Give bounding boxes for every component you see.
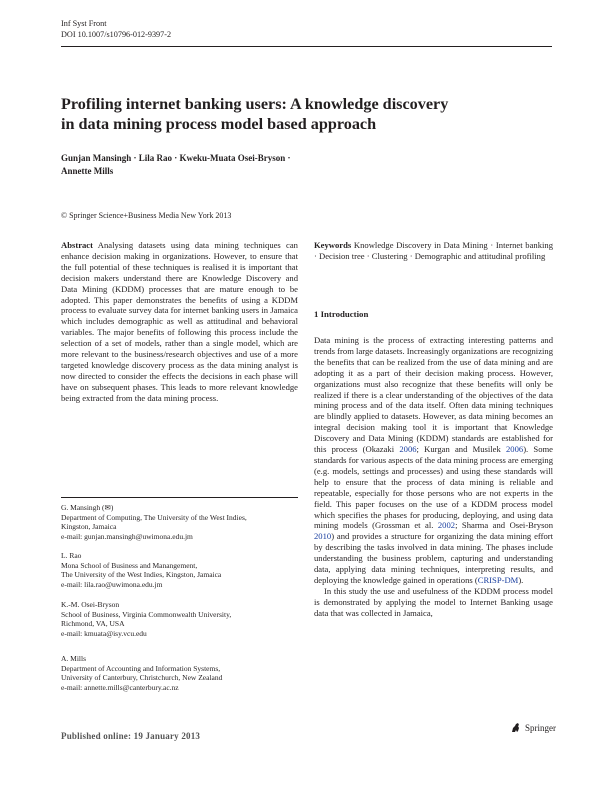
citation-link[interactable]: 2006 <box>399 444 417 455</box>
abstract-heading: Abstract <box>61 240 93 250</box>
publication-date: Published online: 19 January 2013 <box>61 731 201 741</box>
affiliation-name: L. Rao <box>61 551 82 560</box>
affiliation-block <box>61 654 298 692</box>
copyright-notice: © Springer Science+Business Media New York 2013 <box>61 211 232 220</box>
affiliation-block <box>61 503 298 541</box>
affiliation-email[interactable]: e-mail: gunjan.mansingh@uwimona.edu.jm <box>61 531 193 541</box>
citation-link[interactable]: 2006 <box>506 444 524 455</box>
keywords-heading: Keywords <box>314 240 352 250</box>
intro-text: ). <box>518 574 524 585</box>
affiliation-line: Kingston, Jamaica <box>61 522 117 532</box>
affiliation-name: G. Mansingh (✉) <box>61 503 114 512</box>
citation-link[interactable]: 2002 <box>437 520 456 531</box>
affiliation-block <box>61 600 298 638</box>
affiliation-email[interactable]: e-mail: kmuata@isy.vcu.edu <box>61 628 147 638</box>
intro-text: ; Sharma and Osei-Bryson <box>455 520 554 531</box>
doi[interactable]: DOI 10.1007/s10796-012-9397-2 <box>61 30 172 39</box>
author-list <box>61 152 361 178</box>
affiliation-block <box>61 551 298 589</box>
intro-text: ; Kurgan and Musilek <box>416 444 506 455</box>
affiliation-email[interactable]: e-mail: annette.mills@canterbury.ac.nz <box>61 682 179 692</box>
affiliation-line: School of Business, Virginia Commonwealth University, <box>61 609 232 619</box>
affiliation-name: K.-M. Osei-Bryson <box>61 600 120 609</box>
intro-paragraph-1 <box>314 335 553 586</box>
title-line-1: Profiling internet banking users: A knowledge discovery <box>61 95 449 113</box>
introduction-body <box>314 335 553 619</box>
intro-paragraph-2: In this study the use and usefulness of the KDDM process model is demonstrated by applying the model to Internet Banking usage data that was collected in Jamaica, <box>314 585 553 618</box>
affiliation-line: Richmond, VA, USA <box>61 619 125 629</box>
publisher-logo <box>510 722 556 734</box>
section-heading-introduction: 1 Introduction <box>314 309 369 319</box>
affiliation-line: Department of Computing, The University of the West Indies, <box>61 512 247 522</box>
springer-horse-icon <box>510 722 522 734</box>
title-line-2: in data mining process model based approach <box>61 115 377 133</box>
intro-text: Data mining is the process of extracting interesting patterns and trends from large datasets. Increasingly organizations are recognizing the benefits that can be realized from the use of data mining and are adopting it as a part of their decision making process. However, organizations must also recognize that these benefits will only be realized if there is a clear understanding of the objectives of the data mining process and of the data itself. Often data mining techniques are blindly applied to datasets. However, as data mining becomes an integral decision making tool it is important that Knowledge Discovery and Data Mining (KDDM) standards are established for this process (Okazaki <box>314 335 553 455</box>
paper-title <box>61 94 541 134</box>
running-header <box>61 18 171 40</box>
affiliation-line: Mona School of Business and Manangement, <box>61 560 198 570</box>
keywords <box>314 240 553 262</box>
publisher-name: Springer <box>525 723 556 733</box>
intro-text: ) and provides a structure for organizing the data mining effort by describing the tasks involved in data mining. The phases include understanding the business problem, capturing and understanding data, applying data mining techniques, interpreting results, and deploying the knowledge gained in operations ( <box>314 531 553 585</box>
affiliation-line: University of Canterbury, Christchurch, New Zealand <box>61 673 223 683</box>
citation-link[interactable]: 2010 <box>314 531 332 542</box>
affiliation-rule <box>61 497 298 498</box>
header-rule <box>61 46 552 47</box>
journal-name: Inf Syst Front <box>61 19 107 28</box>
authors-line-2: Annette Mills <box>61 166 114 176</box>
affiliation-line: The University of the West Indies, Kingston, Jamaica <box>61 570 222 580</box>
intro-text: ). Some standards for various aspects of the data mining process are emerging (e.g. models, settings and processes) and using these standards will help to ensure that the process of data mining is reliable and repeatable, especially for those persons who are not experts in the field. This paper focuses on the use of a KDDM process model which specifies the phases for producing, deploying, and using data mining models (Grossman et al. <box>314 444 553 531</box>
affiliation-email[interactable]: e-mail: lila.rao@uwimona.edu.jm <box>61 579 163 589</box>
affiliation-line: Department of Accounting and Information Systems, <box>61 663 221 673</box>
abstract <box>61 240 298 404</box>
affiliation-name: A. Mills <box>61 654 87 663</box>
citation-link[interactable]: CRISP-DM <box>477 574 519 585</box>
keywords-text: Knowledge Discovery in Data Mining · Internet banking · Decision tree · Clustering · Demographic and attitudinal profiling <box>314 240 553 261</box>
abstract-text: Analysing datasets using data mining techniques can enhance decision making in organizations. However, to ensure that the full potential of these techniques is realised it is important that decision makers understand there are Knowledge Discovery and Data Mining (KDDM) processes that are mature enough to be adopted. This paper demonstrates the benefits of using a KDDM process to evaluate survey data for internet banking users in Jamaica which includes demographic as well as attitudinal and behavioral variables. The major benefits of following this process include the selection of a set of models, rather than a single model, which are more relevant to the business/research objectives and use of a more targeted knowledge discovery process as the data mining analyst is now directed to consider the effects the decisions in each phase will have on subsequent phases. This leads to more relevant knowledge being extracted from the data mining process. <box>61 240 298 403</box>
authors-line-1: Gunjan Mansingh · Lila Rao · Kweku-Muata Osei-Bryson · <box>61 153 291 163</box>
